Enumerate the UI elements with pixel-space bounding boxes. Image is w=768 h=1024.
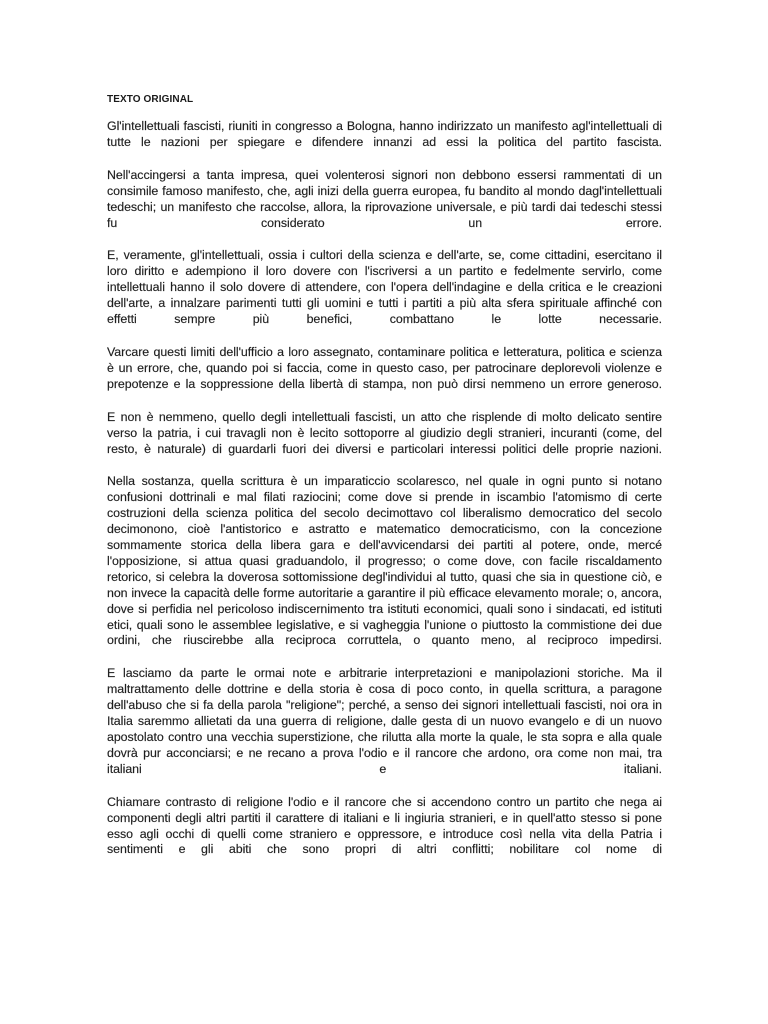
paragraph-6: Nella sostanza, quella scrittura è un imparaticcio scolaresco, nel quale in ogni punto si notano confusioni dottrinali e mal filati raziocini; come dove si prende in iscambio l'atomismo di certe costruzioni della scienza politica del secolo decimottavo col liberalismo democratico del secolo decimonono, cioè l'antistorico e astratto e matematico democraticismo, con la concezione sommamente storica della libera gara e dell'avvicendarsi dei partiti al potere, onde, mercé l'opposizione, si attua quasi graduandolo, il progresso; o come dove, con facile riscaldamento retorico, si celebra la doverosa sottomissione degl'individui al tutto, quasi che sia in questione ciò, e non invece la capacità delle forme autoritarie a garantire il più efficace elevamento morale; o, ancora, dove si perfidia nel pericoloso indiscernimento tra istituti economici, quali sono i sindacati, ed istituti etici, quali sono le assemblee legislative, e si vagheggia l'unione o piuttosto la commistione dei due ordini, che riuscirebbe alla reciproca corruttela, o quanto meno, al reciproco impedirsi. <box>107 474 662 648</box>
paragraph-3: E, veramente, gl'intellettuali, ossia i cultori della scienza e dell'arte, se, come cittadini, esercitano il loro diritto e adempiono il loro dovere con l'iscriversi a un partito e fedelmente servirlo, come intellettuali hanno il solo dovere di attendere, con l'opera dell'indagine e della critica e le creazioni dell'arte, a innalzare parimenti tutti gli uomini e tutti i partiti a più alta sfera spirituale affinché con effetti sempre più benefici, combattano le lotte necessarie. <box>107 248 662 327</box>
paragraph-1: Gl'intellettuali fascisti, riuniti in congresso a Bologna, hanno indirizzato un manifesto agl'intellettuali di tutte le nazioni per spiegare e difendere innanzi ad essi la politica del partito fascista. <box>107 119 662 149</box>
document-page <box>107 94 662 875</box>
document-heading: TEXTO ORIGINAL <box>107 94 194 105</box>
paragraph-2: Nell'accingersi a tanta impresa, quei volenterosi signori non debbono essersi rammentati di un consimile famoso manifesto, che, agli inizi della guerra europea, fu bandito al mondo dagl'intellettuali tedeschi; un manifesto che raccolse, allora, la riprovazione universale, e più tardi dai tedeschi stessi fu considerato un errore. <box>107 167 662 230</box>
paragraph-8: Chiamare contrasto di religione l'odio e il rancore che si accendono contro un partito che nega ai componenti degli altri partiti il carattere di italiani e li ingiuria stranieri, e in quell'atto stesso si pone esso agli occhi di quelli come straniero e oppressore, e introduce così nella vita della Patria i sentimenti e gli abiti che sono propri di altri conflitti; nobilitare col nome di <box>107 794 662 857</box>
paragraph-5: E non è nemmeno, quello degli intellettuali fascisti, un atto che risplende di molto delicato sentire verso la patria, i cui travagli non è lecito sottoporre al giudizio degli stranieri, incuranti (come, del resto, è naturale) di guardarli fuori dei diversi e particolari interessi politici delle proprie nazioni. <box>107 409 662 456</box>
paragraph-4: Varcare questi limiti dell'ufficio a loro assegnato, contaminare politica e letteratura, politica e scienza è un errore, che, quando poi si faccia, come in questo caso, per patrocinare deplorevoli violenze e prepotenze e la soppressione della libertà di stampa, non può dirsi nemmeno un errore generoso. <box>107 344 662 391</box>
paragraph-7: E lasciamo da parte le ormai note e arbitrarie interpretazioni e manipolazioni storiche. Ma il maltrattamento delle dottrine e della storia è cosa di poco conto, in quella scrittura, a paragone dell'abuso che si fa della parola "religione"; perché, a senso dei signori intellettuali fascisti, noi ora in Italia saremmo allietati da una guerra di religione, dalle gesta di un nuovo evangelo e di un nuovo apostolato contro una vecchia superstizione, che rilutta alla morte la quale, le sta sopra e alla quale dovrà pur acconciarsi; e ne recano a prova l'odio e il rancore che ardono, ora come non mai, tra italiani e italiani. <box>107 666 662 776</box>
